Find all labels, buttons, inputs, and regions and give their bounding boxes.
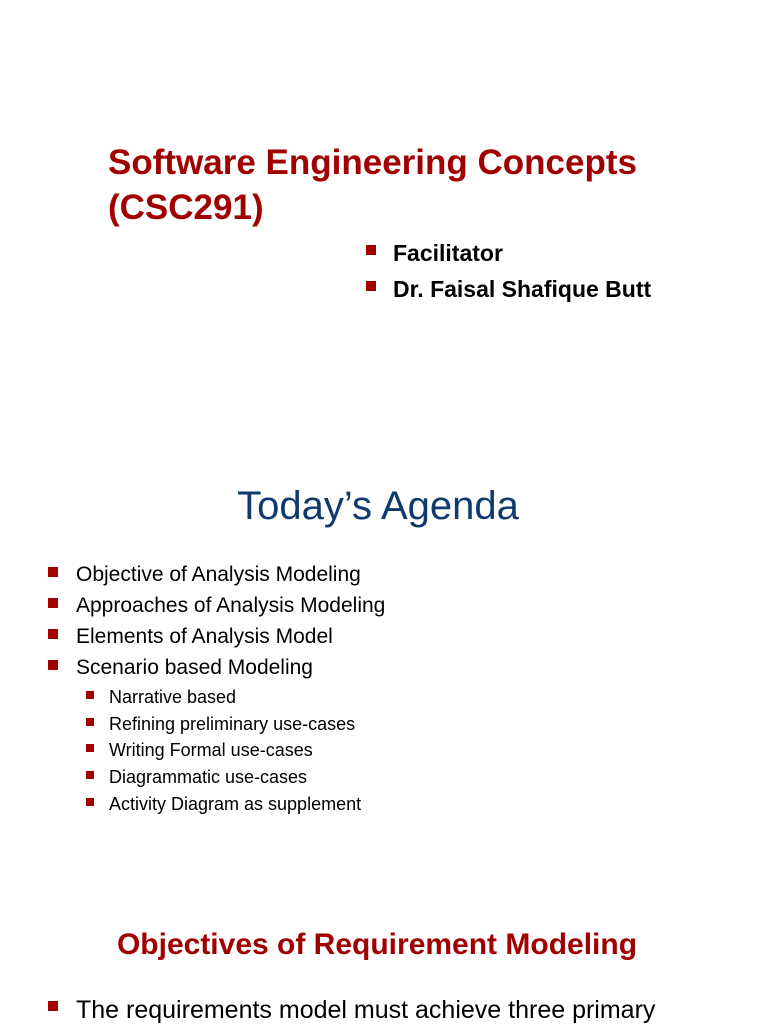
objective-item: The requirements model must achieve three primary — [76, 996, 656, 1024]
agenda-subitem: Refining preliminary use-cases — [109, 714, 356, 734]
bullet-square-icon — [48, 1001, 58, 1011]
bullet-square-icon — [366, 281, 376, 291]
bullet-square-icon — [48, 598, 58, 608]
agenda-item: Objective of Analysis Modeling — [76, 563, 361, 586]
agenda-subitem: Activity Diagram as supplement — [109, 794, 362, 814]
bullet-square-icon — [48, 567, 58, 577]
slide-1-title-line-2: (CSC291) — [108, 188, 264, 227]
bullet-square-icon — [86, 798, 94, 806]
bullet-square-icon — [86, 744, 94, 752]
facilitator-label: Facilitator — [393, 240, 503, 266]
slide-1-title-line-1: Software Engineering Concepts — [108, 143, 637, 182]
slide-1-title — [108, 140, 637, 230]
bullet-square-icon — [48, 629, 58, 639]
facilitator-name: Dr. Faisal Shafique Butt — [393, 276, 652, 302]
agenda-item: Scenario based Modeling — [76, 656, 313, 679]
bullet-square-icon — [48, 660, 58, 670]
agenda-subitem: Writing Formal use-cases — [109, 740, 313, 760]
agenda-title: Today’s Agenda — [237, 484, 519, 528]
agenda-subitem: Narrative based — [109, 687, 237, 707]
bullet-square-icon — [366, 245, 376, 255]
agenda-item: Elements of Analysis Model — [76, 625, 333, 648]
objectives-title: Objectives of Requirement Modeling — [116, 928, 638, 961]
agenda-item: Approaches of Analysis Modeling — [76, 594, 386, 617]
bullet-square-icon — [86, 691, 94, 699]
bullet-square-icon — [86, 718, 94, 726]
agenda-subitem: Diagrammatic use-cases — [109, 767, 308, 787]
bullet-square-icon — [86, 771, 94, 779]
